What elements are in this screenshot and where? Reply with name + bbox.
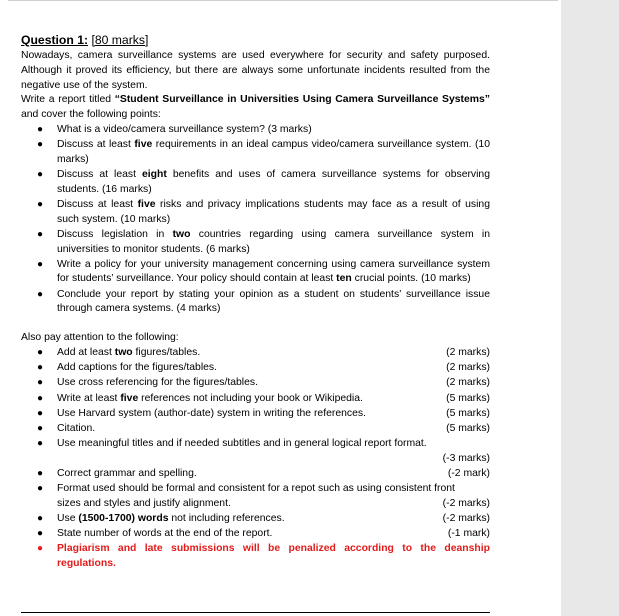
bullet-icon: ● (37, 123, 44, 135)
bullet-icon: ● (37, 168, 44, 180)
marks-value: (-3 marks) (442, 452, 490, 464)
bullet-icon: ● (37, 139, 44, 151)
task-paragraph: Write a report titled “Student Surveillance in Universities Using Camera Surveillance Systems” and cover the following points: (21, 94, 490, 121)
question-label: Question 1: (21, 33, 89, 47)
list-item: ● Correct grammar and spelling. (-2 mark) (21, 467, 490, 482)
bullet-icon: ● (37, 198, 44, 210)
list-item: ● Use cross referencing for the figures/tables. (2 marks) (21, 376, 490, 391)
intro-paragraph: Nowadays, camera surveillance systems are used everywhere for security and safety purposed. Although it proved its efficiency, but there are always some unfortunate incidents resulted from the negative use of the system. (21, 50, 490, 91)
bullet-icon: ● (37, 542, 44, 554)
marks-value: (2 marks) (446, 377, 490, 389)
marks-value: (-2 marks) (442, 497, 490, 509)
marks-value: (2 marks) (446, 347, 490, 359)
report-title: “Student Surveillance in Universities Using Camera Surveillance Systems” (114, 94, 490, 106)
list-item: ● Discuss at least five risks and privacy implications students may face as a result of using such system. (10 marks) (37, 198, 490, 225)
bullet-icon: ● (37, 482, 44, 494)
bullet-icon: ● (37, 527, 44, 539)
list-item: ● Citation. (5 marks) (21, 422, 490, 437)
marks-value: (-2 mark) (447, 467, 490, 479)
bullet-icon: ● (37, 467, 44, 479)
list-item: ● Write at least five references not including your book or Wikipedia. (5 marks) (21, 392, 490, 407)
bullet-icon: ● (37, 228, 44, 240)
marks-value: (5 marks) (446, 422, 490, 434)
list-item: ● Add captions for the figures/tables. (2 marks) (21, 361, 490, 376)
page-top-edge (8, 0, 558, 1)
list-item: ● Conclude your report by stating your opinion as a student on students’ surveillance issue through camera systems. (4 marks) (37, 288, 490, 315)
required-points-list (21, 123, 490, 317)
list-item: ● Write a policy for your university management concerning using camera surveillance system for students’ surveillance. Your policy should contain at least ten crucial points. (10 marks) (37, 258, 490, 285)
attention-heading: Also pay attention to the following: (21, 332, 179, 344)
list-item: ● Use Harvard system (author-date) system in writing the references. (5 marks) (21, 407, 490, 422)
viewer-side-panel (561, 0, 619, 616)
bullet-icon: ● (37, 422, 44, 434)
list-item: ● Discuss at least eight benefits and uses of camera surveillance systems for observing students. (16 marks) (37, 168, 490, 195)
plagiarism-warning: ● Plagiarism and late submissions will be penalized according to the deanship regulations. (37, 542, 490, 569)
page-bottom-rule (21, 612, 490, 613)
list-item: ● State number of words at the end of the report. (-1 mark) (21, 527, 490, 542)
marks-value: (-1 mark) (447, 527, 490, 539)
attention-list (21, 346, 490, 571)
bullet-icon: ● (37, 362, 44, 374)
bullet-icon: ● (37, 288, 44, 300)
list-item: ● What is a video/camera surveillance system? (3 marks) (21, 123, 490, 138)
bullet-icon: ● (37, 407, 44, 419)
bullet-icon: ● (37, 347, 44, 359)
bullet-icon: ● (37, 392, 44, 404)
bullet-icon: ● (37, 512, 44, 524)
marks-value: (-2 marks) (442, 512, 490, 524)
marks-value: (5 marks) (446, 407, 490, 419)
bullet-icon: ● (37, 258, 44, 270)
document-body (21, 32, 490, 572)
bullet-icon: ● (37, 377, 44, 389)
list-item: ● Use meaningful titles and if needed subtitles and in general logical report format. (-3 marks) (21, 437, 490, 467)
list-item: ● Add at least two figures/tables. (2 marks) (21, 346, 490, 361)
question-heading (21, 32, 490, 48)
list-item: ● Format used should be formal and consistent for a repot such as using consistent front sizes and styles and justify alignment. (-2 marks) (21, 482, 490, 512)
marks-value: (5 marks) (446, 392, 490, 404)
marks-value: (2 marks) (446, 362, 490, 374)
list-item: ● Discuss legislation in two countries regarding using camera surveillance system in universities to monitor students. (6 marks) (37, 228, 490, 255)
list-item: ● Discuss at least five requirements in an ideal campus video/camera surveillance system. (10 marks) (37, 139, 490, 165)
bullet-icon: ● (37, 437, 44, 449)
list-item: ● Use (1500-1700) words not including references. (-2 marks) (21, 512, 490, 527)
question-marks: [80 marks] (91, 33, 149, 47)
